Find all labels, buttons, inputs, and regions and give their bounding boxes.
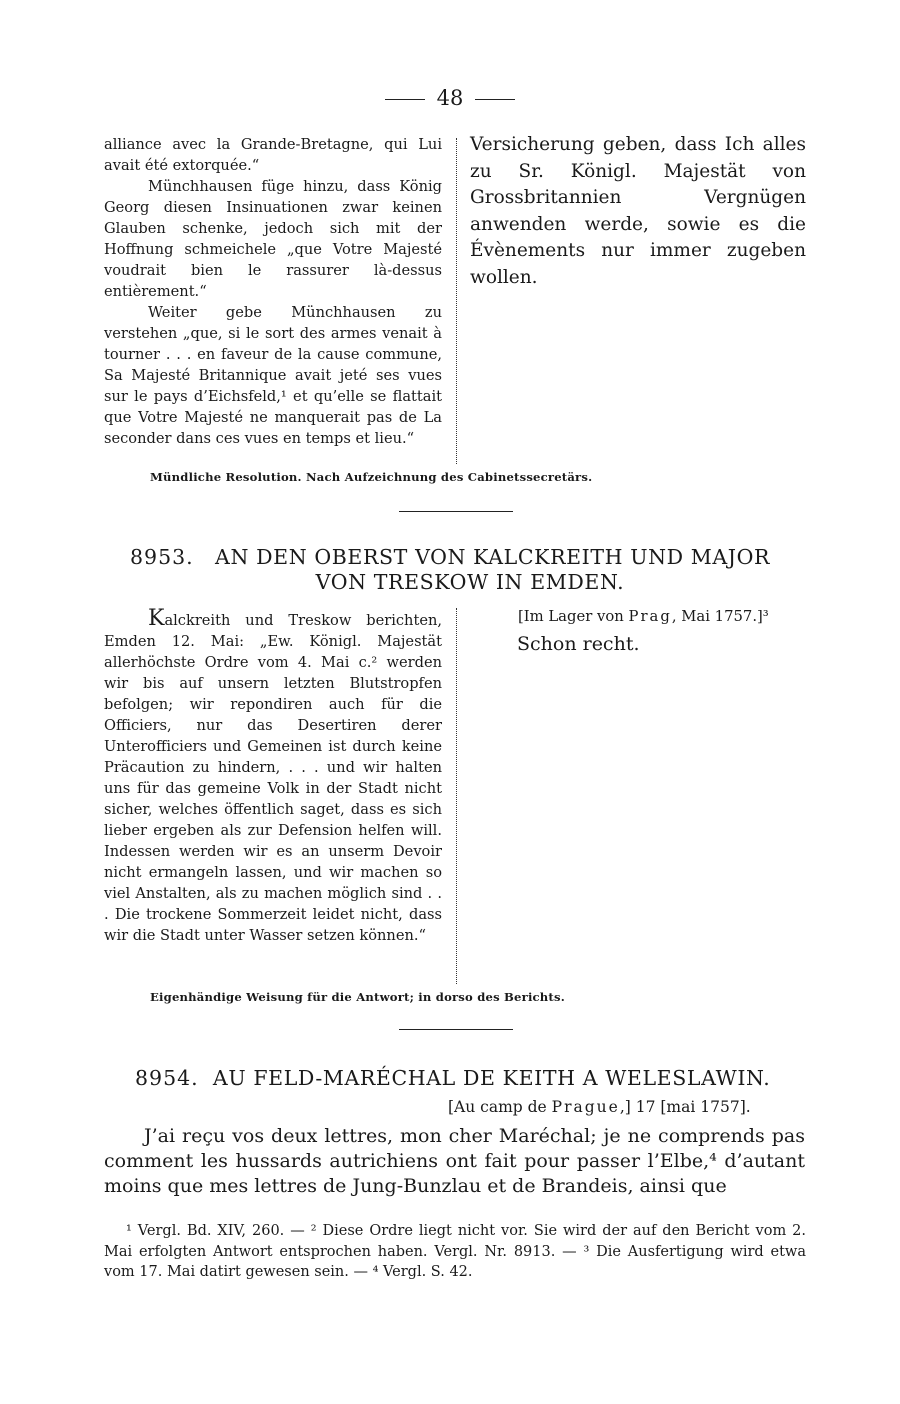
section2-dateline-prefix: [Im Lager von	[518, 608, 629, 625]
page-number-header	[0, 86, 900, 110]
section3-title: AU FELD-MARÉCHAL DE KEITH A WELESLAWIN.	[212, 1066, 771, 1090]
section1-left-paragraph-2: Münchhausen füge hinzu, dass König Georg diesen Insinuationen zwar keinen Glauben schenke, jedoch sich mit der Hoffnung schmeichele „que Votre Majesté voudrait bien le rassurer là-dessus entièrement.“	[104, 178, 442, 300]
section2-initial: K	[148, 606, 165, 631]
section2-number: 8953.	[130, 545, 194, 569]
page-number: 48	[436, 86, 464, 110]
section2-dateline	[518, 608, 769, 625]
section1-left-paragraph-1: alliance avec la Grande-Bretagne, qui Lui avait été extorquée.“	[104, 136, 442, 174]
section3-number: 8954.	[135, 1066, 199, 1090]
section2-left-text: alckreith und Treskow berichten, Emden 12. Mai: „Ew. Königl. Majestät allerhöchste Ordre vom 4. Mai c.² werden wir bis auf unsern letzten Blutstropfen befolgen; wir repondiren auch für die Officiers, nur das Desertiren derer Unterofficiers und Gemeinen ist durch keine Präcaution zu hindern, . . . und wir halten uns für das gemeine Volk in der Stadt nicht sicher, welches öffentlich saget, dass es sich lieber ergeben als zur Defension helfen will. Indessen werden wir es an unserm Devoir nicht ermangeln lassen, und wir machen so viel Anstalten, als zu machen möglich sind . . . Die trockene Sommerzeit leidet nicht, dass wir die Stadt unter Wasser setzen können.“	[104, 612, 442, 944]
section1-right-column	[470, 132, 806, 291]
footnotes	[104, 1221, 806, 1283]
section1-left-column	[104, 134, 442, 449]
section2-right-text: Schon recht.	[517, 633, 640, 655]
section2-title-line1: AN DEN OBERST VON KALCKREITH UND MAJOR	[215, 545, 771, 569]
section3-body-paragraph: J’ai reçu vos deux lettres, mon cher Maréchal; je ne comprends pas comment les hussards autrichiens ont fait pour passer l’Elbe,⁴ d’autant moins que mes lettres de Jung-Bunzlau et de Brandeis, ainsi que	[104, 1125, 805, 1197]
section2-left-column	[104, 608, 442, 946]
section2-note: Eigenhändige Weisung für die Antwort; in dorso des Berichts.	[150, 990, 565, 1004]
section2-dateline-suffix: , Mai 1757.]³	[671, 608, 769, 625]
page-number-dash-right	[475, 99, 515, 100]
section2-heading-line1	[130, 545, 770, 569]
section3-dateline-prefix: [Au camp de	[448, 1098, 552, 1116]
section1-left-paragraph-3: Weiter gebe Münchhausen zu verstehen „que, si le sort des armes venait à tourner . . . en faveur de la cause commune, Sa Majesté Britannique avait jeté ses vues sur le pays d’Eichsfeld,¹ et qu’elle se flattait que Votre Majesté ne manquerait pas de La seconder dans ces vues en temps et lieu.“	[104, 304, 442, 447]
footnotes-text: ¹ Vergl. Bd. XIV, 260. — ² Diese Ordre liegt nicht vor. Sie wird der auf den Bericht vom 2. Mai erfolgten Antwort entsprochen haben. Vergl. Nr. 8913. — ³ Die Ausfertigung wird etwa vom 17. Mai datirt gewesen sein. — ⁴ Vergl. S. 42.	[104, 1223, 806, 1280]
page-number-dash-left	[385, 99, 425, 100]
section2-dateline-place: Prag	[628, 608, 672, 625]
section3-dateline	[448, 1098, 751, 1116]
section-divider-1	[399, 511, 513, 512]
section3-body	[104, 1124, 805, 1199]
section2-left-paragraph	[104, 608, 442, 946]
section1-right-text: Versicherung geben, dass Ich alles zu Sr. Königl. Majestät von Grossbritannien Vergnügen anwenden werde, sowie es die Évènements nur immer zugeben wollen.	[470, 134, 806, 288]
section1-column-divider	[456, 138, 457, 464]
section3-dateline-suffix: ,] 17 [mai 1757].	[619, 1098, 751, 1116]
section3-heading	[135, 1066, 770, 1090]
section-divider-2	[399, 1029, 513, 1030]
section3-dateline-place: Prague	[551, 1098, 620, 1116]
section2-title-line2: VON TRESKOW IN EMDEN.	[315, 570, 625, 594]
section2-column-divider	[456, 608, 457, 984]
section2-heading-line2	[0, 570, 900, 594]
section1-note: Mündliche Resolution. Nach Aufzeichnung des Cabinetssecretärs.	[150, 470, 593, 484]
